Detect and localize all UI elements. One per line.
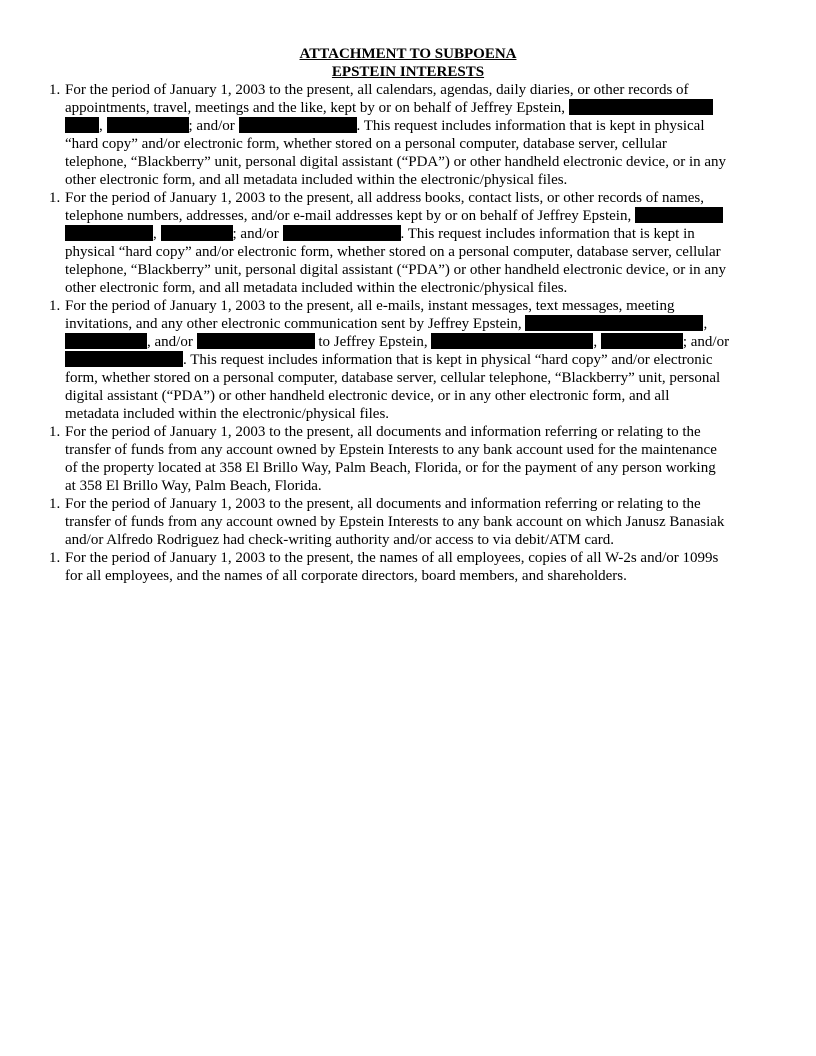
text-segment: ,	[153, 226, 161, 242]
text-line	[65, 207, 723, 225]
text-line	[65, 261, 726, 279]
text-segment: at 358 El Brillo Way, Palm Beach, Florida.	[65, 478, 322, 494]
text-segment: metadata included within the electronic/physical files.	[65, 406, 390, 422]
text-segment: ,	[99, 118, 107, 134]
text-line	[65, 513, 724, 531]
redaction-block	[431, 333, 593, 349]
text-segment: telephone, “Blackberry” unit, personal digital assistant (“PDA”) or other handheld electronic device, or in any	[65, 154, 727, 170]
redaction-block	[65, 225, 153, 241]
text-segment: ; and/or	[682, 334, 730, 350]
text-segment: of the property located at 358 El Brillo Way, Palm Beach, Florida, or for the payment of any person working	[65, 460, 716, 476]
text-line	[65, 279, 567, 297]
text-segment: invitations, and any other electronic communication sent by Jeffrey Epstein,	[65, 316, 526, 332]
text-line	[65, 423, 701, 441]
text-segment: For the period of January 1, 2003 to the present, all address books, contact lists, or other records of names,	[65, 190, 705, 206]
text-line	[65, 225, 695, 243]
item-number: 1.	[49, 190, 61, 206]
text-segment: . This request includes information that is kept in physical	[356, 118, 705, 134]
text-line	[65, 243, 721, 261]
text-segment: and/or Alfredo Rodriguez had check-writing authority and/or access to via debit/ATM card.	[65, 532, 614, 548]
text-segment: transfer of funds from any account owned by Epstein Interests to any bank account used for the maintenance	[65, 442, 717, 458]
text-line	[65, 297, 674, 315]
text-segment: ; and/or	[232, 226, 283, 242]
text-segment: ; and/or	[188, 118, 239, 134]
text-line	[65, 189, 704, 207]
item-number: 1.	[49, 496, 61, 512]
text-line	[65, 99, 713, 117]
text-segment: For the period of January 1, 2003 to the present, all e-mails, instant messages, text messages, meeting	[65, 298, 675, 314]
text-line	[65, 315, 707, 333]
item-number: 1.	[49, 298, 61, 314]
text-segment: “hard copy” and/or electronic form, whether stored on a personal computer, database server, cellular	[65, 136, 667, 152]
item-number: 1.	[49, 424, 61, 440]
text-line	[65, 531, 614, 549]
text-segment: For the period of January 1, 2003 to the present, all calendars, agendas, daily diaries, or other records of	[65, 82, 689, 98]
text-line	[65, 333, 729, 351]
text-segment: ,	[593, 334, 601, 350]
redaction-block	[601, 333, 683, 349]
text-segment: digital assistant (“PDA”) or other handheld electronic device, or in any other electronic form, and all	[65, 388, 670, 404]
redaction-block	[569, 99, 713, 115]
text-line	[65, 153, 726, 171]
text-segment: ,	[703, 316, 708, 332]
text-line	[65, 441, 717, 459]
text-line	[65, 549, 718, 567]
text-segment: telephone, “Blackberry” unit, personal digital assistant (“PDA”) or other handheld electronic device, or in any	[65, 262, 727, 278]
redaction-block	[635, 207, 723, 223]
text-line	[65, 117, 705, 135]
text-line	[65, 81, 689, 99]
text-line	[65, 135, 667, 153]
text-line	[65, 351, 713, 369]
text-segment: to Jeffrey Epstein,	[314, 334, 432, 350]
text-segment: other electronic form, and all metadata included within the electronic/physical files.	[65, 172, 568, 188]
document-title: ATTACHMENT TO SUBPOENA	[299, 46, 517, 62]
redaction-block	[283, 225, 401, 241]
text-segment: . This request includes information that is kept in physical “hard copy” and/or electronic	[183, 352, 713, 368]
redaction-block	[65, 333, 147, 349]
redaction-block	[65, 117, 99, 133]
text-segment: form, whether stored on a personal computer, database server, cellular telephone, “Blackberry” unit, personal	[65, 370, 721, 386]
redaction-block	[525, 315, 703, 331]
text-line	[65, 171, 567, 189]
text-line	[65, 495, 701, 513]
redaction-block	[239, 117, 357, 133]
redaction-block	[161, 225, 233, 241]
text-line	[65, 477, 322, 495]
text-line	[65, 459, 716, 477]
text-line	[65, 567, 627, 585]
text-segment: For the period of January 1, 2003 to the present, all documents and information referring or relating to the	[65, 496, 701, 512]
redaction-block	[107, 117, 189, 133]
text-line	[65, 387, 669, 405]
text-segment: For the period of January 1, 2003 to the present, all documents and information referring or relating to the	[65, 424, 701, 440]
text-line	[65, 405, 389, 423]
text-segment: other electronic form, and all metadata included within the electronic/physical files.	[65, 280, 568, 296]
document-subtitle: EPSTEIN INTERESTS	[331, 64, 485, 80]
text-segment: telephone numbers, addresses, and/or e-mail addresses kept by or on behalf of Jeffrey Epstein,	[65, 208, 635, 224]
text-line	[65, 369, 720, 387]
text-segment: transfer of funds from any account owned by Epstein Interests to any bank account on which Janusz Banasiak	[65, 514, 725, 530]
item-number: 1.	[49, 550, 61, 566]
text-segment: , and/or	[147, 334, 197, 350]
text-segment: appointments, travel, meetings and the like, kept by or on behalf of Jeffrey Epstein,	[65, 100, 569, 116]
text-segment: For the period of January 1, 2003 to the present, the names of all employees, copies of all W-2s and/or 1099s	[65, 550, 719, 566]
text-segment: physical “hard copy” and/or electronic form, whether stored on a personal computer, database server, cellular	[65, 244, 721, 260]
text-segment: . This request includes information that is kept in	[400, 226, 695, 242]
text-segment: for all employees, and the names of all corporate directors, board members, and shareholders.	[65, 568, 627, 584]
item-number: 1.	[49, 82, 61, 98]
redaction-block	[65, 351, 183, 367]
redaction-block	[197, 333, 315, 349]
